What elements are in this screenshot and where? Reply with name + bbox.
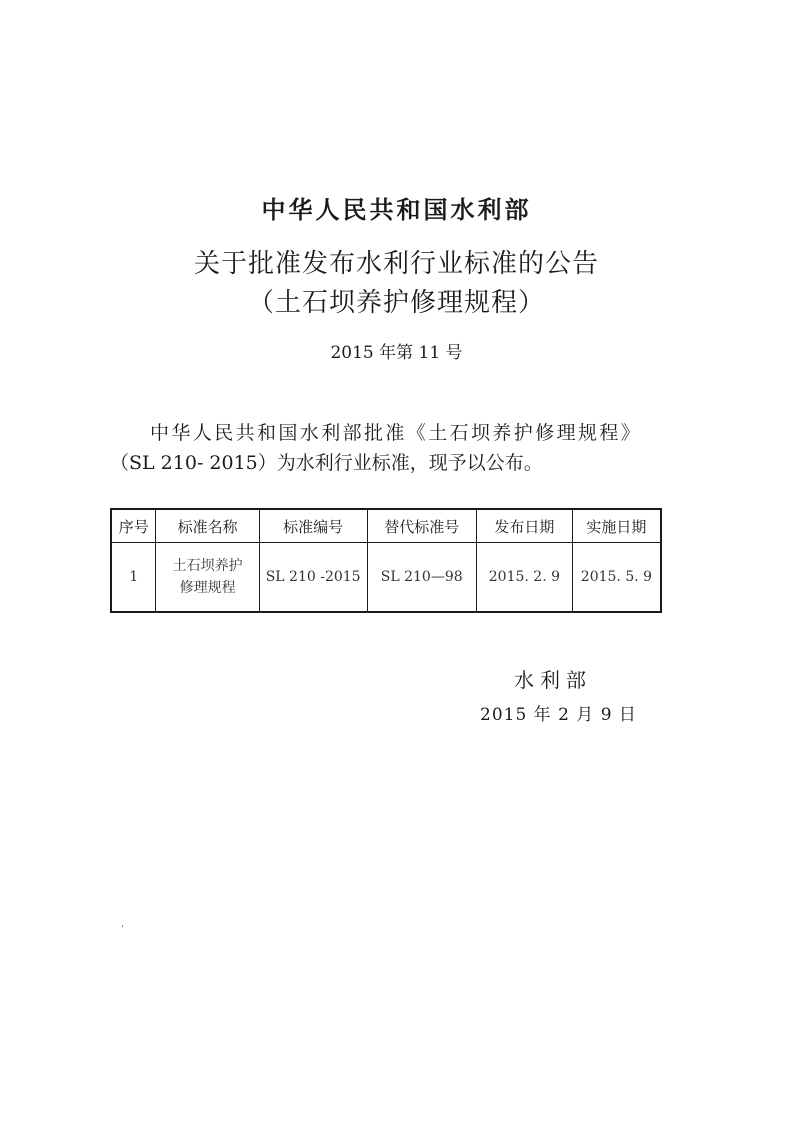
paragraph-line-1: 中华人民共和国水利部批准《土石坝养护修理规程》 <box>150 422 643 444</box>
standards-table <box>110 508 662 613</box>
cell-replaces: SL 210—98 <box>367 543 476 613</box>
signature-date: 2015 年 2 月 9 日 <box>480 705 637 725</box>
header-effective-date: 实施日期 <box>572 509 661 543</box>
announcement-subtitle: （土石坝养护修理规程） <box>247 288 545 318</box>
paragraph-line-2: （SL 210- 2015）为水利行业标准，现予以公布。 <box>110 452 543 474</box>
header-publish-date: 发布日期 <box>476 509 572 543</box>
cell-standard-code: SL 210 -2015 <box>259 543 367 613</box>
standard-name-line-1: 土石坝养护 <box>172 558 243 574</box>
header-index: 序号 <box>111 509 156 543</box>
header-standard-code: 标准编号 <box>259 509 367 543</box>
cell-publish-date: 2015. 2. 9 <box>476 543 572 613</box>
header-replaces: 替代标准号 <box>367 509 476 543</box>
announcement-paragraph <box>110 418 680 478</box>
table-row <box>111 543 661 613</box>
signature-org: 水利部 <box>514 668 592 692</box>
cell-effective-date: 2015. 5. 9 <box>572 543 661 613</box>
scan-speck <box>122 925 123 927</box>
announcement-title: 关于批准发布水利行业标准的公告 <box>193 249 599 279</box>
cell-index: 1 <box>111 543 156 613</box>
standard-name-line-2: 修理规程 <box>179 580 236 596</box>
table-header-row <box>111 509 661 543</box>
cell-standard-name <box>156 543 259 613</box>
header-standard-name: 标准名称 <box>156 509 259 543</box>
issuing-ministry: 中华人民共和国水利部 <box>261 195 532 224</box>
document-number: 2015 年第 11 号 <box>330 343 463 363</box>
